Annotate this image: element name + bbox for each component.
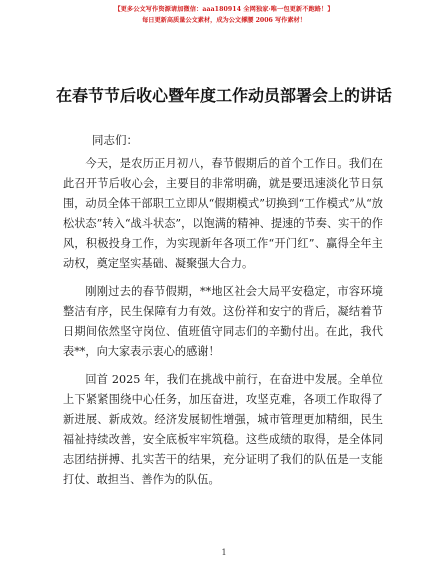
banner-promo-line: 【更多公文写作资源请加微信：aaa180914 全网独家·唯一包更新不跑路！】 xyxy=(114,6,334,13)
banner-subtitle-line: 每日更新高质量公文素材，成为公文撑腰 2006 写作素材！ xyxy=(142,17,306,24)
document-body xyxy=(63,154,383,498)
document-title: 在春节节后收心暨年度工作动员部署会上的讲话 xyxy=(55,86,392,105)
paragraph-2: 刚刚过去的春节假期，**地区社会大局平安稳定，市容环境整洁有序，民生保障有力有效。这份祥和安宁的背后，凝结着节日期间依然坚守岗位、值班值守同志们的辛勤付出。在此，我代表**，向大家表示衷心的感谢！ xyxy=(63,285,383,358)
page-number: 1 xyxy=(221,548,227,557)
paragraph-1: 今天，是农历正月初八，春节假期后的首个工作日。我们在此召开节后收心会，主要目的非常明确，就是要迅速淡化节日氛围，动员全体干部职工立即从“假期模式”切换到“工作模式”从“放松状态”转入“战斗状态”，以饱满的精神、提速的节奏、实干的作风，积极投身工作，为实现新年各项工作“开门红”、赢得全年主动权，奠定坚实基础、凝聚强大合力。 xyxy=(63,157,383,270)
paragraph-3: 回首 2025 年，我们在挑战中前行，在奋进中发展。全单位上下紧紧围绕中心任务，加压奋进，攻坚克难，各项工作取得了新进展、新成效。经济发展韧性增强，城市管理更加精细，民生福祉持续改善，安全底板牢牢筑稳。这些成绩的取得，是全体同志团结拼搏、扎实苦干的结果，充分证明了我们的队伍是一支能打仗、敢担当、善作为的队伍。 xyxy=(63,373,383,486)
salutation: 同志们： xyxy=(92,133,138,147)
header-banner xyxy=(0,4,448,26)
